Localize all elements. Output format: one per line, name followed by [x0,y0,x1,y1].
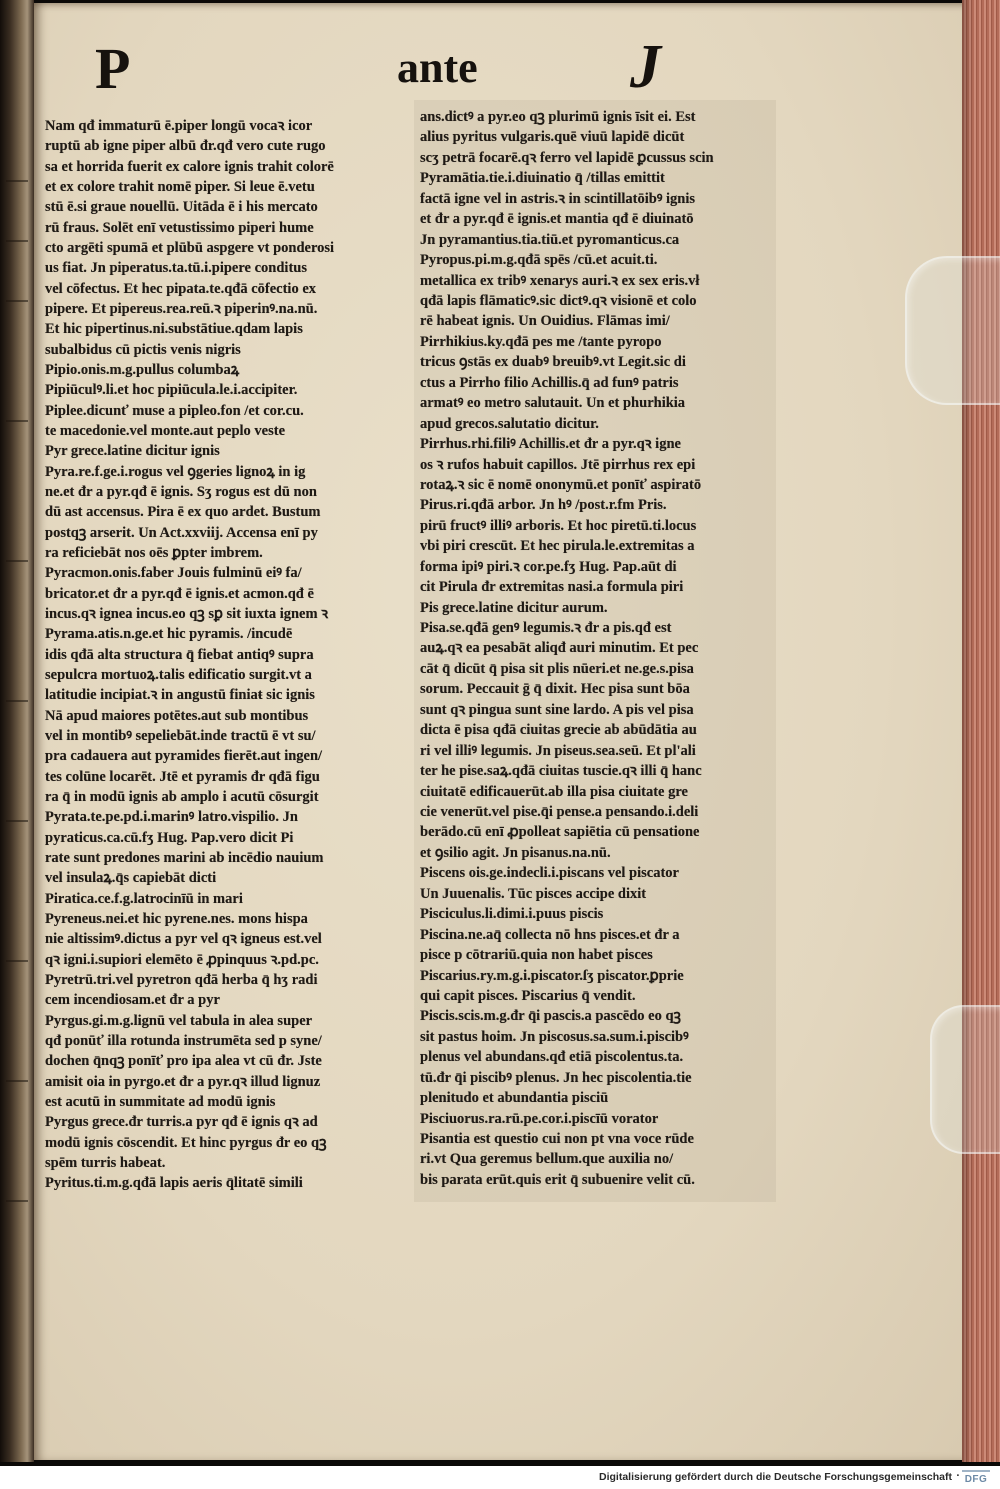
digitization-credit-bar [0,1466,1000,1489]
right-column [420,0,775,1300]
left-column-line: nie altissimꝰ.dictus a pyr vel qꝛ igneus est.vel [45,931,322,948]
right-column-line: Jn pyramantius.tia.tiū.et pyromanticus.ca [420,231,680,248]
left-column-line: Pyrata.te.pe.pd.i.marinꝰ latro.vispilio. Jn [45,809,298,826]
left-column-line: dū ast accensus. Pira ē ex quo ardet. Bustum [45,504,321,521]
left-column-line: Nā apud maiores potētes.aut sub montibus [45,707,309,724]
right-column-line: sorum. Peccauit ḡ q̄ dixit. Hec pisa sunt bōa [420,681,690,698]
left-column-line: spēm turris habeat. [45,1154,166,1171]
right-column-line: Piscis.scis.m.g.đr q̄i pascis.a pascēdo eo qꝫ [420,1008,681,1025]
left-column-line: incus.qꝛ ignea incus.eo qꝫ sꝑ sit iuxta ignem ꝛ [45,605,329,622]
left-column-line: stū ē.si graue nouellū. Uitāda ē i his mercato [45,199,318,216]
right-column-line: Un Juuenalis. Tūc pisces accipe dixit [420,885,647,902]
header-signature-letter: J [630,33,661,101]
right-column-line: sunt qꝛ pingua sunt sine lardo. A pis vel pisa [420,701,694,718]
previous-page-ink-mark [6,240,28,242]
right-column-line: Pirrhus.rhi.filiꝰ Achillis.et đr a pyr.qꝛ igne [420,436,681,452]
previous-page-ink-mark [6,960,28,962]
left-column-line: vel cōfectus. Et hec pipata.te.qđā cōfectio ex [45,280,317,297]
right-column-line: Pisa.se.qđā genꝰ legumis.ꝛ đr a pis.qđ est [420,620,672,636]
right-column-line: vbi piri crescūt. Et hec pirula.le.extremitas a [420,538,695,555]
right-column-line: berādo.cū enī ꝓpolleat sapiētia cū pensatione [420,824,700,841]
header-initial-letter: P [95,36,131,101]
left-column-line: bricator.et đr a pyr.qđ ē ignis.et acmon.qđ ē [45,585,314,602]
right-column-line: forma ipiꝰ piri.ꝛ cor.pe.fʒ Hug. Pap.aūt di [420,558,677,575]
right-column-line: Pirrhikius.ky.qđā pes me /tante pyropo [420,333,662,350]
previous-page-ink-mark [6,1200,28,1202]
previous-page-ink-mark [6,700,28,702]
right-column-line: dicta ē pisa qđā ciuitas grecie ab abūdātia au [420,722,697,739]
left-column-line: latitudie incipiat.ꝛ in angustū finiaŧ sic ignis [45,687,315,704]
left-column-line: Pyretrū.tri.vel pyretron qđā herba q̄ hʒ radi [45,971,318,988]
left-column-line: et ex colore trahit nomē piper. Si leue ē.vetu [45,179,315,195]
left-column-line: pyraticus.ca.cū.fʒ Hug. Pap.vero dicit Pi [45,829,294,846]
left-column-line: Pyritus.ti.m.g.qđā lapis aeris q̄litatē simili [45,1175,303,1192]
funding-credit-text: Digitalisierung gefördert durch die Deutsche Forschungsgemeinschaft [599,1471,952,1483]
page-stack-edge [962,0,1000,1462]
right-column-line: ri.vt Qua geremus bellum.que auxilia no/ [420,1151,674,1168]
left-column-line: rū fraus. Solēt enī vetustissimo piperi hume [45,219,314,236]
left-column-line: Pyrama.atis.n.ge.et hic pyramis. /incudē [45,626,293,643]
right-column-line: cāt q̄ dicūt q̄ pisa sit plis nūeri.et ne.ge.s.pisa [420,660,694,677]
right-column-line: alius pyritus vulgaris.quē viuū lapidē dicūt [420,129,685,146]
right-column-line: Piscina.ne.aq̄ collecta nō hns pisces.et đr a [420,926,680,943]
left-column-line: postqꝫ arserit. Un Act.xxviij. Accensa enī py [45,524,318,541]
credit-separator: · [956,1470,960,1482]
left-column-line: ruptū ab igne piper albū đr.qđ vero cute rugo [45,138,326,155]
right-column-line: bis parata erūt.quis erit q̄ subuenire velit cū. [420,1171,695,1188]
left-column-line: idis qđā alta structura q̄ fiebat antiqꝰ supra [45,646,314,663]
left-column-line: sa et horrida fuerit ex calore ignis trahit colorē [45,158,334,175]
right-column-line: tū.đr q̄i piscibꝰ plenus. Jn hec piscolentia.tie [420,1069,692,1086]
left-column-line: Pyracmon.onis.faber Jouis fulminū eiꝰ fa/ [45,565,302,582]
right-column-line: tricus ꝯstās ex duabꝰ breuibꝰ.vt Legit.sic di [420,354,686,371]
right-column-line: auꝝ.qꝛ ea pesabāt aliqđ auri minutim. Et pec [420,640,699,657]
left-column-line: pra cadauera aut pyramides fierēt.aut ingen/ [45,748,323,765]
right-column-line: ter he pise.saꝝ.qđā ciuitas tuscie.qꝛ illi q̄ hanc [420,763,702,780]
left-column-line: ra reficiebāt nos oēs ꝑpter imbrem. [45,544,263,561]
left-column-line: Nam qđ immaturū ē.piper longū vocaꝛ icor [45,118,313,134]
left-column-line: vel insulaꝝ.q̄s capiebāt dicti [45,870,217,887]
right-column-line: ans.dictꝰ a pyr.eo qꝫ plurimū ignis īsit ei. Est [420,109,696,125]
right-column-line: os ꝛ rufos habuit capillos. Jtē pirrhus rex epi [420,456,696,473]
left-column-line: qđ ponūť illa rotunda instrumēta sed p syne/ [45,1032,322,1049]
right-column-line: qui capit pisces. Piscarius q̄ vendit. [420,987,636,1004]
left-column-line: te macedonie.vel monte.aut peplo veste [45,422,286,439]
left-column [45,0,407,1300]
left-column-line: cem incendiosam.et đr a pyr [45,992,220,1009]
left-column-line: ra q̄ in modū ignis ab amplo i acutū cōsurgit [45,788,319,805]
right-column-line: ctus a Pirrho filio Achillis.q̄ ad funꝰ patris [420,374,679,391]
left-column-line: pipere. Et pipereus.rea.reū.ꝛ piperinꝰ.na.nū. [45,301,318,317]
right-column-line: Pyropus.pi.m.g.qđā spēs /cū.et acuit.ti. [420,252,658,269]
right-column-line: ciuitatē edificauerūt.ab illa pisa ciuitate gre [420,783,688,800]
right-column-line: rē habeat ignis. Un Ouidius. Flāmas imi/ [420,313,670,330]
left-column-line: amisit oia in pyrgo.et đr a pyr.qꝛ illud lignuz [45,1073,321,1090]
right-column-line: scʒ petrā focarē.qꝛ ferro vel lapidē ꝑcussus scin [420,149,714,166]
left-column-line: Piplee.dicunť muse a pipleo.fon /et cor.cu. [45,402,304,419]
right-column-line: metallica ex tribꝰ xenarys auri.ꝛ ex sex eris.vł [420,272,700,289]
left-column-line: cto argēti spumā et plūbū aspgere vt ponderosi [45,240,335,256]
left-column-line: Pyr grece.latine dicitur ignis [45,443,220,460]
left-column-line: ne.et đr a pyr.qđ ē ignis. Sʒ rogus est dū non [45,483,317,500]
previous-page-ink-mark [6,560,28,562]
left-column-line: Pipiūculꝰ.li.et hoc pipiūcula.le.i.accipiter. [45,382,298,399]
right-column-line: cit Pirula đr extremitas nasi.a formula piri [420,579,684,596]
left-column-line: qꝛ igni.i.supiori elemēto ē ꝓpinquus ꝛ.pd.pc. [45,951,319,968]
right-column-line: cie venerūt.vel pise.q̄i pense.a pensando.i.deli [420,804,699,820]
left-column-line: Piratica.ce.f.g.latrocinīū in mari [45,890,243,907]
right-column-line: qđā lapis flāmaticꝰ.sic dictꝰ.qꝛ visionē et colo [420,293,697,309]
right-column-line: rotaꝝ.ꝛ sic ē nomē ononymū.et ponīť aspiratō [420,476,702,493]
right-column-line: Pisciuorus.ra.rū.pe.cor.i.piscīū vorator [420,1110,659,1127]
previous-page-edge [0,0,34,1462]
previous-page-ink-mark [6,420,28,422]
previous-page-ink-mark [6,820,28,822]
right-column-line: factā igne vel in astris.ꝛ in scintillatōibꝰ ignis [420,190,696,207]
running-head: ante [397,43,478,92]
left-column-line: Et hic pipertinus.ni.substātiue.qdam lapis [45,321,303,338]
previous-page-ink-mark [6,180,28,182]
right-column-line: Pisantia est questio cui non pt vna voce rūde [420,1131,694,1147]
page-clip-top [905,256,1000,405]
dfg-logo-icon: DFG [962,1470,990,1487]
right-column-line: et ꝯsilio agit. Jn pisanus.na.nū. [420,844,611,861]
previous-page-ink-mark [6,300,28,302]
right-column-line: Pis grece.latine dicitur aurum. [420,599,608,616]
right-column-line: plenitudo et abundantia pisciū [420,1090,609,1107]
right-column-line: pisce p cōtrariū.quia non habet pisces [420,947,653,963]
right-column-line: pirū fructꝰ illiꝰ arboris. Et hoc piretū.ti.locus [420,517,697,534]
left-column-line: tes colūne locarēt. Jtē et pyramis đr qđā figu [45,768,320,785]
right-column-line: Pirus.ri.qđā arbor. Jn hꝰ /post.r.fm Pris. [420,497,667,514]
left-column-line: Pyreneus.nei.et hic pyrene.nes. mons hispa [45,910,308,927]
right-column-line: Piscens ois.ge.indecli.i.piscans vel piscator [420,865,679,882]
left-column-line: Pyrgus.gi.m.g.lignū vel tabula in alea super [45,1012,313,1029]
left-column-line: subalbidus cū pictis venis nigris [45,341,241,358]
right-column-line: Piscarius.ry.m.g.i.piscator.ſʒ piscator.ꝑprie [420,967,684,984]
right-column-line: sit pastus hoim. Jn piscosus.sa.sum.i.piscibꝰ [420,1028,689,1045]
left-column-line: est acutū in summitate ad modū ignis [45,1093,276,1110]
right-column-line: ri vel illiꝰ legumis. Jn piseus.sea.seū. Et pl'ali [420,742,696,759]
left-column-line: sepulcra mortuoꝝ.talis edificatio surgit.vt a [45,666,312,683]
left-column-line: vel in montibꝰ sepeliebāt.inde tractū ē vt su/ [45,727,316,744]
left-column-line: us fiat. Jn piperatus.ta.tū.i.pipere conditus [45,260,307,277]
left-column-line: Pyra.re.f.ge.i.rogus vel ꝯgeries lignoꝝ in ig [45,463,306,480]
previous-page-ink-mark [6,1080,28,1082]
left-column-line: rate sunt predones marini ab incēdio nauium [45,849,324,866]
left-column-line: Pipio.onis.m.g.pullus columbaꝝ [45,362,240,378]
left-column-line: modū ignis cōscendit. Et hinc pyrgus đr eo qꝫ [45,1134,327,1151]
page-clip-bottom [930,1005,1000,1154]
right-column-line: Pyramātia.tie.i.diuinatio q̄ /tillas emittit [420,170,665,187]
right-column-line: Pisciculus.li.dimi.i.puus piscis [420,906,604,923]
right-column-line: apud grecos.salutatio dicitur. [420,415,599,432]
right-column-line: plenus vel abundans.qđ etiā piscolentus.ta. [420,1049,684,1066]
left-column-line: dochen q̄nqꝫ ponīť pro ipa alea vt cū đr. Jste [45,1053,322,1070]
left-column-line: Pyrgus grece.đr turris.a pyr qđ ē ignis qꝛ ad [45,1114,318,1131]
right-column-line: et đr a pyr.qđ ē ignis.et mantia qđ ē diuinatō [420,211,694,228]
right-column-line: armatꝰ eo metro salutauit. Un et phurhikia [420,395,686,412]
